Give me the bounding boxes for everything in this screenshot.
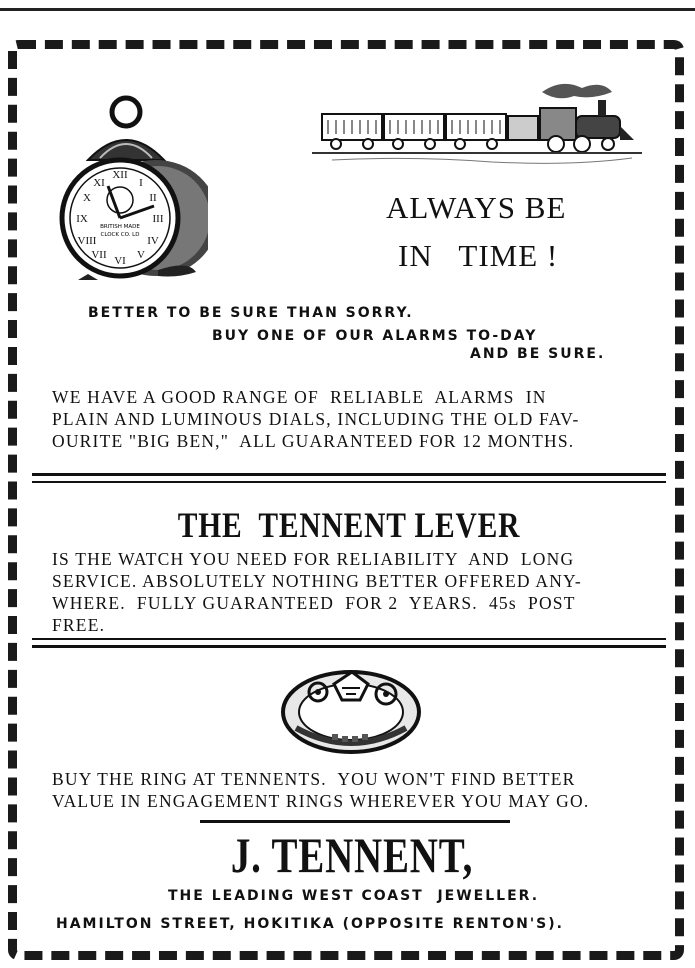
tagline-line-1: BETTER TO BE SURE THAN SORRY. [88, 305, 414, 321]
jeweller-name: J. TENNENT, [230, 827, 474, 883]
svg-text:V: V [137, 249, 145, 261]
headline-line-1: ALWAYS BE [386, 190, 567, 225]
top-rule [0, 8, 695, 11]
section-divider-1 [32, 473, 666, 476]
svg-text:IX: IX [76, 213, 88, 225]
clock-face-text-2: CLOCK CO. LD [100, 232, 140, 238]
svg-text:I: I [139, 177, 143, 189]
section-divider-1b [32, 481, 666, 483]
alarms-line-3: OURITE "BIG BEN," ALL GUARANTEED FOR 12 MONTHS. [52, 431, 575, 451]
clock-face-text-1: BRITISH MADE [100, 224, 140, 230]
svg-text:II: II [149, 192, 157, 204]
headline-line-2: IN TIME ! [398, 238, 559, 273]
svg-text:VII: VII [91, 249, 107, 261]
engagement-ring-icon [276, 658, 426, 758]
alarms-line-2: PLAIN AND LUMINOUS DIALS, INCLUDING THE OLD FAV- [52, 409, 580, 429]
jeweller-description: THE LEADING WEST COAST JEWELLER. [168, 888, 540, 904]
name-divider [200, 820, 510, 823]
lever-line-2: SERVICE. ABSOLUTELY NOTHING BETTER OFFERED ANY- [52, 571, 582, 591]
alarm-clock-icon [48, 90, 208, 280]
address: HAMILTON STREET, HOKITIKA (OPPOSITE RENTON'S). [56, 916, 564, 932]
alarms-line-1: WE HAVE A GOOD RANGE OF RELIABLE ALARMS IN [52, 387, 547, 407]
steam-train-icon [312, 78, 642, 168]
ring-line-1: BUY THE RING AT TENNENTS. YOU WON'T FIND BETTER [52, 769, 576, 789]
lever-title: THE TENNENT LEVER [177, 505, 521, 545]
advertisement [22, 56, 672, 946]
svg-text:VIII: VIII [77, 235, 97, 247]
svg-text:IV: IV [147, 235, 159, 247]
lever-line-3: WHERE. FULLY GUARANTEED FOR 2 YEARS. 45s POST [52, 593, 576, 613]
lever-line-4: FREE. [52, 615, 106, 635]
svg-text:XII: XII [112, 169, 128, 181]
section-divider-2b [32, 645, 666, 648]
svg-text:VI: VI [114, 255, 126, 267]
section-divider-2 [32, 638, 666, 640]
svg-text:XI: XI [93, 177, 105, 189]
ring-line-2: VALUE IN ENGAGEMENT RINGS WHEREVER YOU MAY GO. [52, 791, 590, 811]
tagline-line-3: AND BE SURE. [470, 346, 606, 362]
svg-text:X: X [83, 192, 91, 204]
tagline-line-2: BUY ONE OF OUR ALARMS TO-DAY [212, 328, 538, 344]
lever-line-1: IS THE WATCH YOU NEED FOR RELIABILITY AND LONG [52, 549, 575, 569]
svg-text:III: III [152, 213, 164, 225]
